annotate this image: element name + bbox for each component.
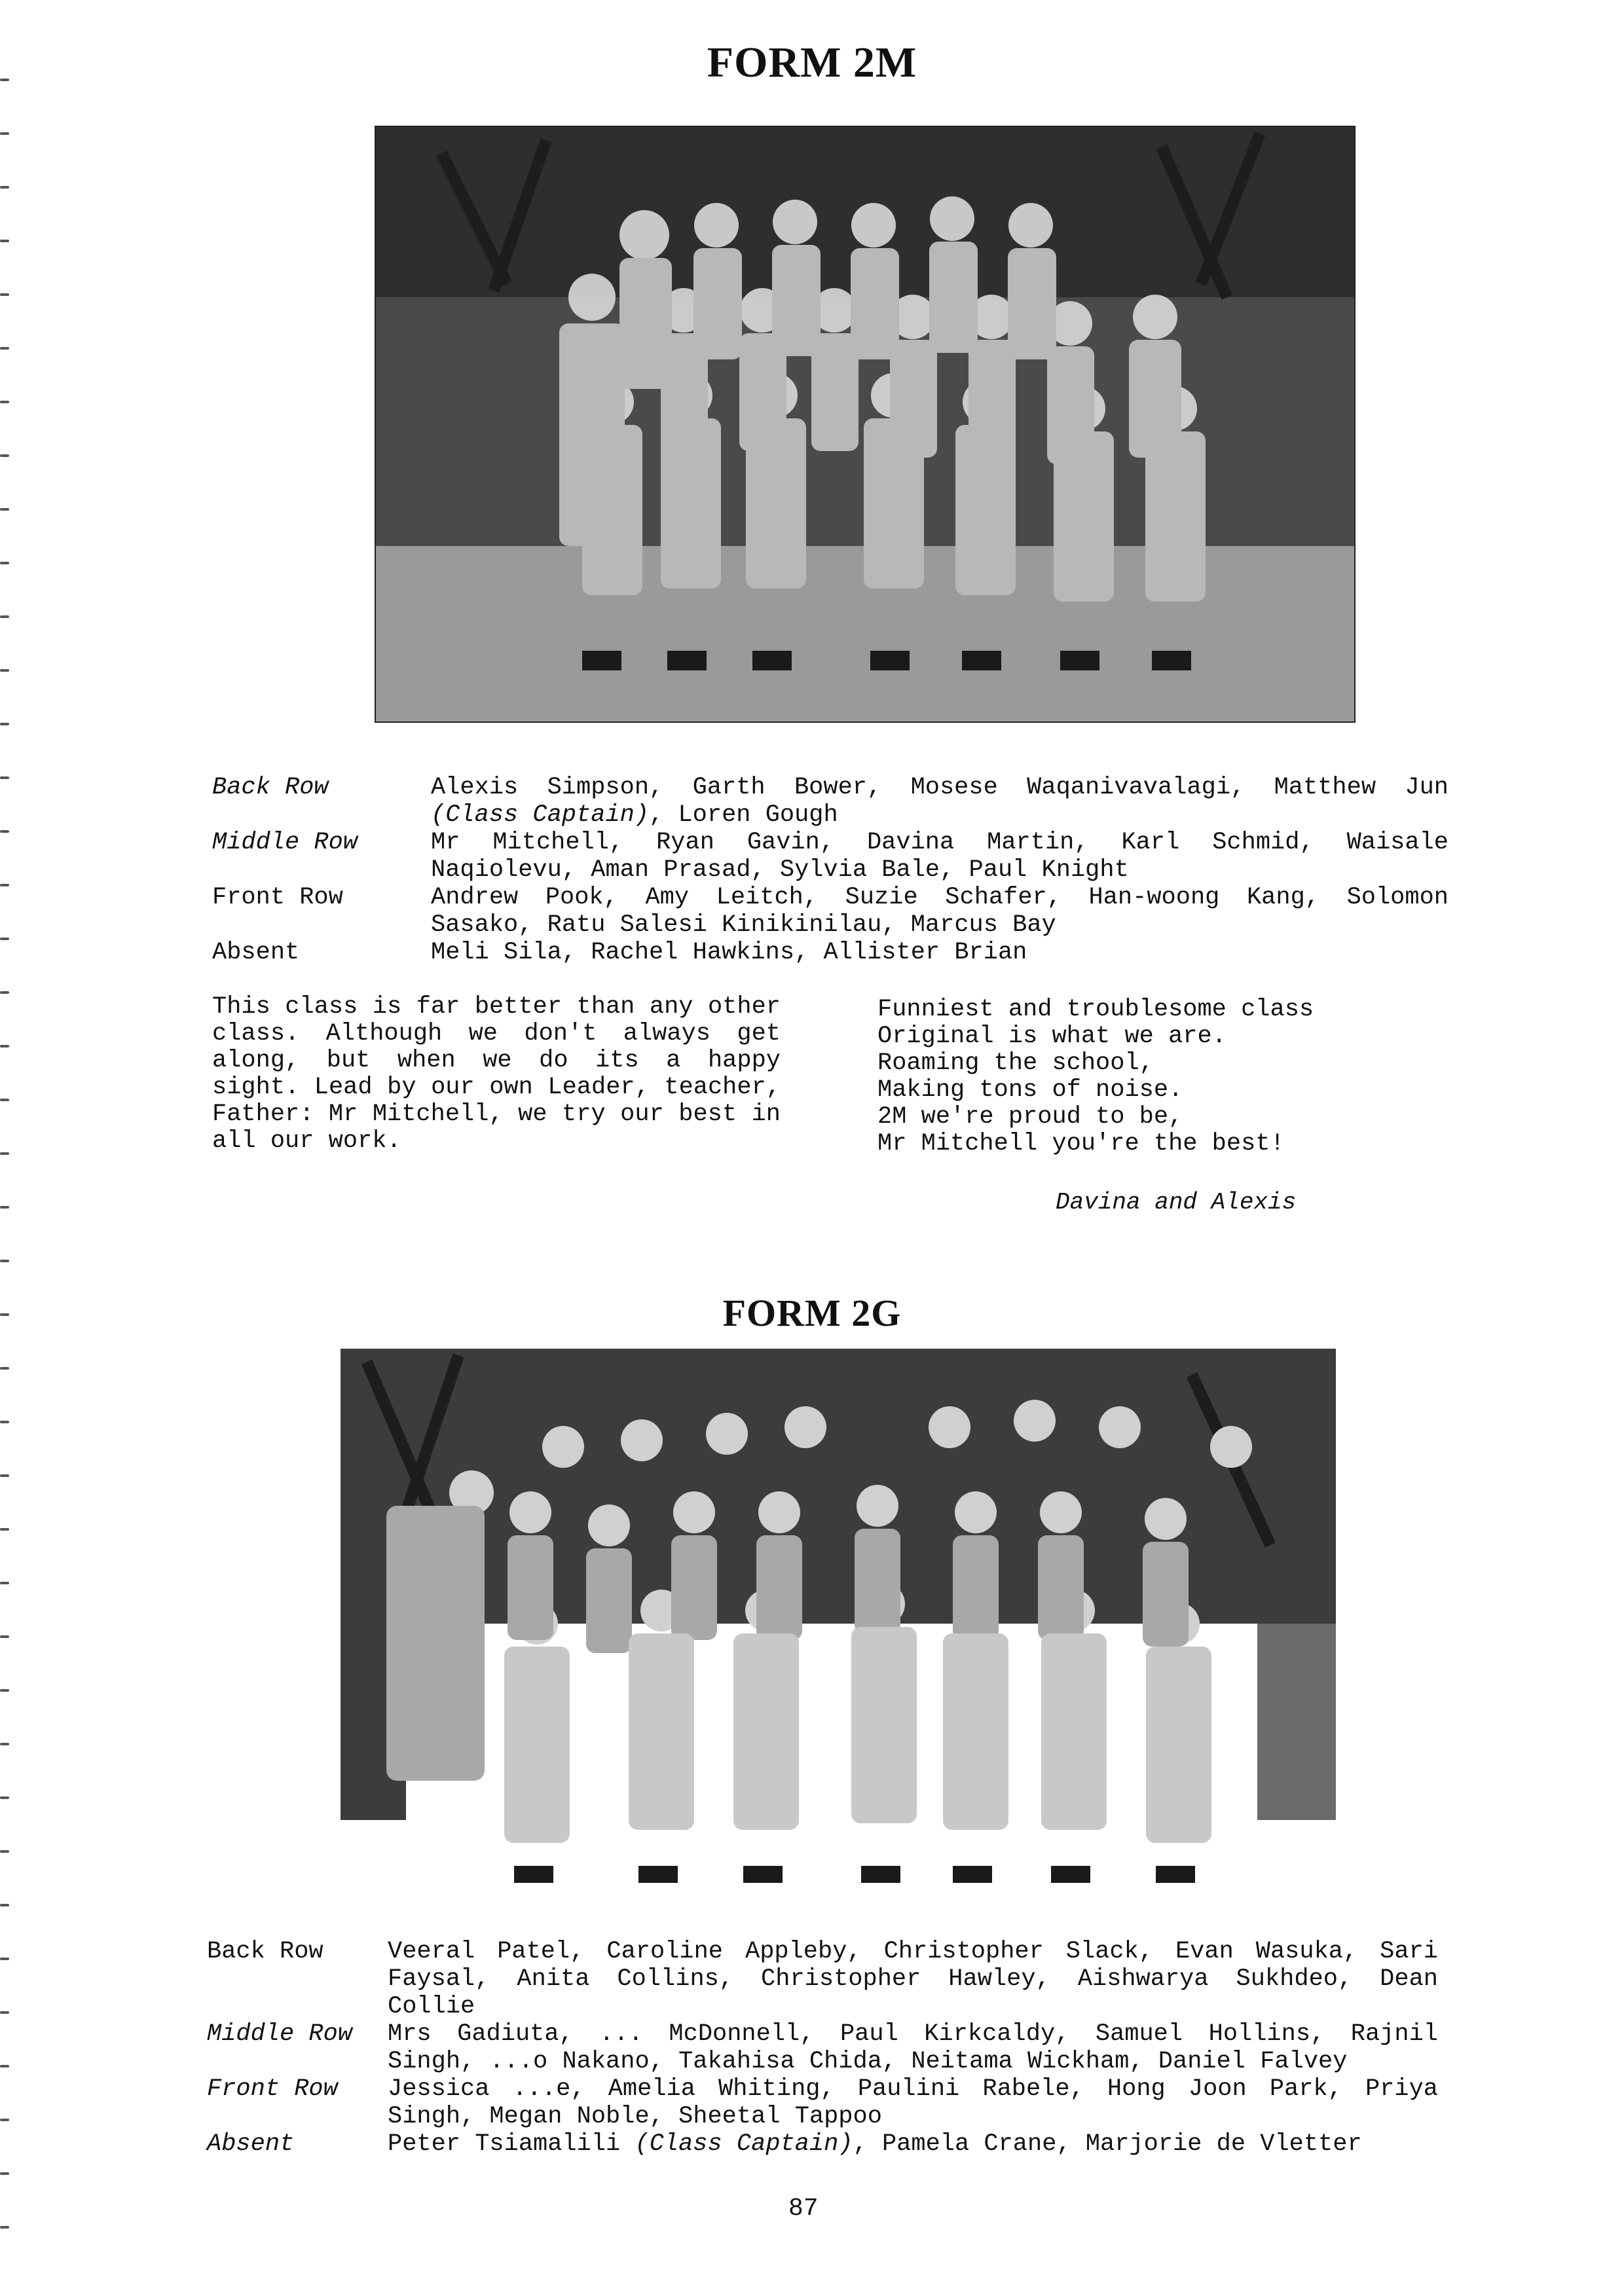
binding-ring-mark [0, 1099, 9, 1101]
form-2g-photo-figures [341, 1349, 1336, 1918]
binding-ring-mark [0, 1582, 9, 1584]
binding-ring-mark [0, 2226, 9, 2229]
form-2m-names-list [212, 774, 1449, 966]
form-2g-back-row [207, 1938, 1438, 2020]
binding-ring-mark [0, 1367, 9, 1370]
binding-ring-mark [0, 1474, 9, 1477]
binding-ring-mark [0, 347, 9, 350]
form-2m-signoff: Davina and Alexis [1056, 1189, 1297, 1216]
binding-ring-mark [0, 776, 9, 779]
class-captain-note: (Class Captain) [635, 2130, 853, 2158]
binding-ring-mark [0, 1045, 9, 1048]
form-2g-class-photo [339, 1347, 1337, 1920]
form-2g-heading: FORM 2G [722, 1292, 902, 1334]
binding-ring-mark [0, 2011, 9, 2014]
row-names-rest: , Loren Gough [649, 801, 838, 829]
class-captain-note: (Class Captain) [431, 801, 650, 829]
row-names [431, 774, 1449, 829]
binding-ring-mark [0, 2065, 9, 2068]
row-label: Absent [212, 939, 300, 966]
row-names: Andrew Pook, Amy Leitch, Suzie Schafer, Han-woong Kang, Solomon Sasako, Ratu Salesi Kinikinilau, Marcus Bay [431, 884, 1449, 939]
binding-ring-mark [0, 2119, 9, 2121]
poem-line: 2M we're proud to be, [877, 1103, 1183, 1131]
binding-ring-mark [0, 1635, 9, 1638]
row-label: Middle Row [207, 2020, 353, 2048]
binding-ring-mark [0, 2172, 9, 2175]
row-label: Front Row [207, 2075, 338, 2103]
row-label: Back Row [212, 774, 329, 801]
binding-ring-mark [0, 1796, 9, 1799]
binding-ring-mark [0, 186, 9, 189]
form-2m-front-row [212, 884, 1449, 939]
form-2m-class-poem [877, 996, 1314, 1157]
binding-ring-mark [0, 132, 9, 135]
form-2m-photo-figures [376, 127, 1354, 721]
row-label: Front Row [212, 884, 343, 911]
form-2g-absent-row [207, 2130, 1438, 2158]
form-2m-class-photo [375, 126, 1356, 723]
binding-ring-mark [0, 1152, 9, 1155]
row-names: Meli Sila, Rachel Hawkins, Allister Brian [431, 939, 1027, 966]
binding-ring-mark [0, 401, 9, 403]
binding-ring-mark [0, 938, 9, 940]
row-names-text: Alexis Simpson, Garth Bower, Mosese Waqanivavalagi, Matthew Jun [431, 774, 1449, 801]
binding-ring-mark [0, 1958, 9, 1960]
binding-ring-mark [0, 508, 9, 511]
binding-ring-mark [0, 293, 9, 296]
form-2m-middle-row [212, 829, 1449, 884]
form-2m-class-paragraph: This class is far better than any other class. Although we don't always get along, but when we do its a happy sight. Lead by our own Leader, teacher, Father: Mr Mitchell, we try our best in all our work. [212, 993, 781, 1155]
row-names: Veeral Patel, Caroline Appleby, Christopher Slack, Evan Wasuka, Sari Faysal, Anita Collins, Christopher Hawley, Aishwarya Sukhdeo, Dean Collie [388, 1938, 1438, 2020]
binding-ring-mark [0, 1528, 9, 1531]
binding-ring-mark [0, 1743, 9, 1745]
page-number: 87 [788, 2195, 819, 2223]
row-label: Middle Row [212, 829, 358, 856]
row-names-rest: , Pamela Crane, Marjorie de Vletter [853, 2130, 1362, 2158]
row-names: Mrs Gadiuta, ... McDonnell, Paul Kirkcaldy, Samuel Hollins, Rajnil Singh, ...o Nakano, Takahisa Chida, Neitama Wickham, Daniel Falvey [388, 2020, 1438, 2075]
row-names [388, 2130, 1438, 2158]
poem-line: Roaming the school, [877, 1049, 1154, 1077]
form-2m-absent-row [212, 939, 1449, 966]
form-2g-middle-row [207, 2020, 1438, 2075]
row-label: Back Row [207, 1938, 323, 1965]
poem-line: Original is what we are. [877, 1023, 1227, 1050]
row-names: Jessica ...e, Amelia Whiting, Paulini Rabele, Hong Joon Park, Priya Singh, Megan Noble, Sheetal Tappoo [388, 2075, 1438, 2130]
binding-ring-mark [0, 830, 9, 833]
poem-line: Making tons of noise. [877, 1076, 1183, 1104]
row-names: Mr Mitchell, Ryan Gavin, Davina Martin, Karl Schmid, Waisale Naqiolevu, Aman Prasad, Sylvia Bale, Paul Knight [431, 829, 1449, 884]
poem-line: Mr Mitchell you're the best! [877, 1130, 1285, 1157]
binding-ring-mark [0, 1206, 9, 1209]
form-2m-heading: FORM 2M [707, 39, 917, 86]
binding-ring-mark [0, 1850, 9, 1853]
binding-ring-mark [0, 1904, 9, 1906]
binding-ring-mark [0, 884, 9, 886]
binding-ring-mark [0, 1421, 9, 1423]
row-label: Absent [207, 2130, 295, 2158]
binding-ring-mark [0, 240, 9, 242]
row-names-text: Peter Tsiamalili [388, 2130, 621, 2158]
form-2g-names-list [207, 1938, 1438, 2158]
form-2g-front-row [207, 2075, 1438, 2130]
binding-ring-mark [0, 669, 9, 672]
binding-ring-mark [0, 723, 9, 725]
form-2m-back-row [212, 774, 1449, 829]
binding-ring-mark [0, 1689, 9, 1692]
binding-ring-mark [0, 991, 9, 994]
binding-ring-mark [0, 1260, 9, 1262]
binding-ring-mark [0, 615, 9, 618]
poem-line: Funniest and troublesome class [877, 996, 1314, 1023]
binding-ring-mark [0, 454, 9, 457]
binding-ring-mark [0, 562, 9, 564]
